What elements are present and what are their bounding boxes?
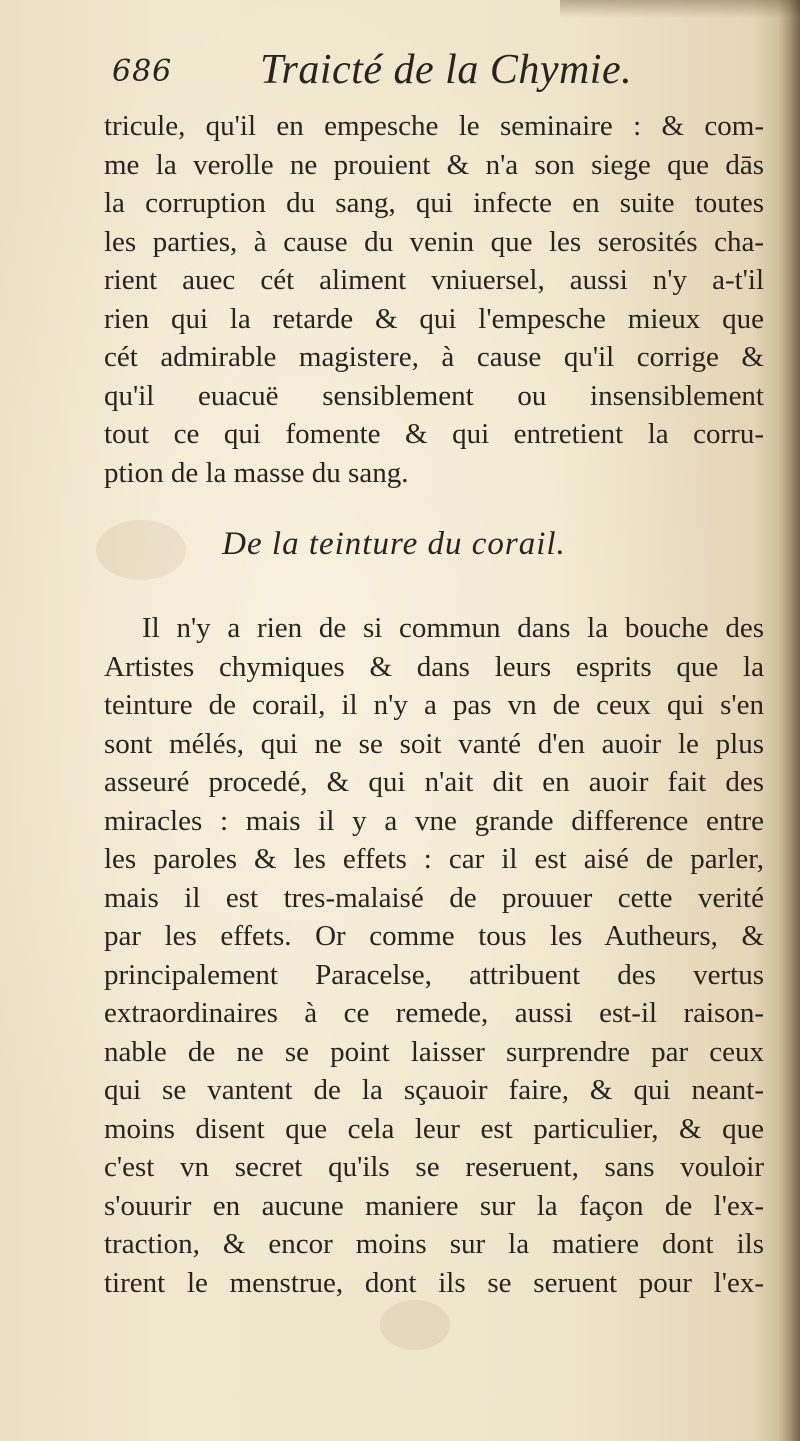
- section-heading-text: De la teinture du corail.: [222, 526, 566, 562]
- text-line: me la verolle ne prouient & n'a son siege que dās: [104, 148, 764, 181]
- text-line: tout ce qui fomente & qui entretient la corru-: [104, 418, 764, 450]
- text-line: cét admirable magistere, à cause qu'il corrige &: [104, 341, 764, 373]
- text-line: ption de la masse du sang.: [104, 456, 409, 489]
- text-line: tricule, qu'il en empesche le seminaire : & com-: [104, 110, 764, 142]
- text-line: tirent le menstrue, dont ils se seruent pour l'ex-: [104, 1266, 764, 1299]
- text-line: principalement Paracelse, attribuent des vertus: [104, 958, 764, 991]
- text-line: traction, & encor moins sur la matiere dont ils: [104, 1228, 764, 1260]
- text-line: c'est vn secret qu'ils se reseruent, sans vouloir: [104, 1151, 764, 1183]
- text-line: qui se vantent de la sçauoir faire, & qui neant-: [104, 1074, 764, 1106]
- section-heading: [0, 526, 800, 563]
- text-line: moins disent que cela leur est particulier, & que: [104, 1112, 764, 1145]
- running-title: Traicté de la Chymie.: [260, 47, 633, 93]
- text-line: teinture de corail, il n'y a pas vn de ceux qui s'en: [104, 689, 764, 721]
- paragraph-2: [104, 609, 764, 1302]
- text-line: extraordinaires à ce remede, aussi est-il raison-: [104, 997, 764, 1029]
- text-line: la corruption du sang, qui infecte en suite toutes: [104, 187, 764, 219]
- text-line: asseuré procedé, & qui n'ait dit en auoir fait des: [104, 766, 764, 798]
- page-edge-shadow: [778, 0, 800, 1441]
- text-line: miracles : mais il y a vne grande difference entre: [104, 804, 764, 837]
- text-line: rien qui la retarde & qui l'empesche mieux que: [104, 302, 764, 335]
- text-line: s'ouurir en aucune maniere sur la façon de l'ex-: [104, 1189, 764, 1222]
- running-head: [112, 46, 672, 98]
- page-top-shadow: [560, 0, 800, 18]
- text-line: par les effets. Or comme tous les Autheurs, &: [104, 920, 764, 952]
- text-line: sont mélés, qui ne se soit vanté d'en auoir le plus: [104, 727, 764, 760]
- text-line: qu'il euacuë sensiblement ou insensiblement: [104, 379, 764, 412]
- text-line: nable de ne se point laisser surprendre par ceux: [104, 1035, 764, 1068]
- paragraph-1: [104, 107, 764, 492]
- text-line: les parties, à cause du venin que les serosités cha-: [104, 225, 764, 258]
- text-line: Il n'y a rien de si commun dans la bouche des: [142, 612, 764, 644]
- text-line: rient auec cét aliment vniuersel, aussi n'y a-t'il: [104, 264, 764, 296]
- text-line: les paroles & les effets : car il est aisé de parler,: [104, 843, 764, 875]
- page-number: 686: [112, 54, 173, 89]
- text-line: mais il est tres-malaisé de prouuer cette verité: [104, 881, 764, 914]
- text-line: Artistes chymiques & dans leurs esprits que la: [104, 650, 764, 683]
- paper-stain: [380, 1300, 450, 1350]
